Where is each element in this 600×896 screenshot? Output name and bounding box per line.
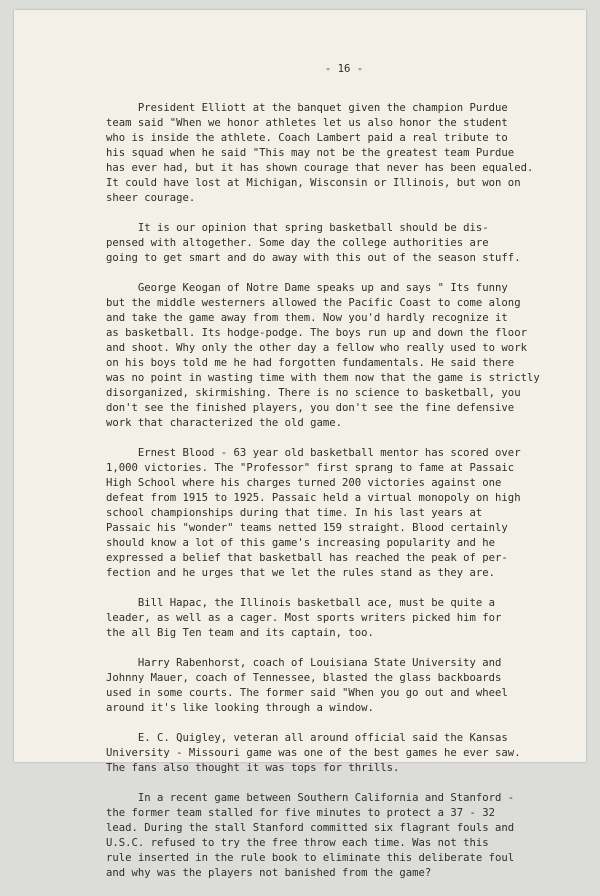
- text-line: sheer courage.: [106, 192, 196, 204]
- text-line: and take the game away from them. Now you'd hardly recognize it: [106, 312, 508, 324]
- text-line: school championships during that time. In his last years at: [106, 507, 483, 519]
- text-line: but the middle westerners allowed the Pacific Coast to come along: [106, 297, 521, 309]
- text-line: was no point in wasting time with them now that the game is strictly: [106, 372, 540, 384]
- text-line: disorganized, skirmishing. There is no science to basketball, you: [106, 387, 521, 399]
- text-line: Ernest Blood - 63 year old basketball mentor has scored over: [106, 447, 521, 459]
- text-line: Bill Hapac, the Illinois basketball ace, must be quite a: [106, 597, 496, 609]
- paragraph: [106, 446, 568, 581]
- text-line: and shoot. Why only the other day a fellow who really used to work: [106, 342, 527, 354]
- paragraph: [106, 221, 568, 266]
- text-line: should know a lot of this game's increasing popularity and he: [106, 537, 496, 549]
- text-line: and why was the players not banished from the game?: [106, 867, 432, 879]
- text-line: on his boys told me he had forgotten fundamentals. He said there: [106, 357, 515, 369]
- text-line: U.S.C. refused to try the free throw each time. Was not this: [106, 837, 489, 849]
- text-line: E. C. Quigley, veteran all around official said the Kansas: [106, 732, 508, 744]
- page-body: [106, 62, 568, 896]
- paragraph: [106, 731, 568, 776]
- paragraph: [106, 101, 568, 206]
- paragraph: [106, 281, 568, 431]
- text-line: defeat from 1915 to 1925. Passaic held a virtual monopoly on high: [106, 492, 521, 504]
- text-line: rule inserted in the rule book to eliminate this deliberate foul: [106, 852, 515, 864]
- text-line: 1,000 victories. The "Professor" first sprang to fame at Passaic: [106, 462, 515, 474]
- text-line: who is inside the athlete. Coach Lambert paid a real tribute to: [106, 132, 508, 144]
- text-line: It is our opinion that spring basketball should be dis-: [106, 222, 489, 234]
- paragraph: [106, 791, 568, 881]
- text-line: used in some courts. The former said "When you go out and wheel: [106, 687, 508, 699]
- text-line: Harry Rabenhorst, coach of Louisiana State University and: [106, 657, 502, 669]
- text-line: It could have lost at Michigan, Wisconsin or Illinois, but won on: [106, 177, 521, 189]
- text-line: In a recent game between Southern California and Stanford -: [106, 792, 515, 804]
- text-line: President Elliott at the banquet given the champion Purdue: [106, 102, 508, 114]
- text-line: going to get smart and do away with this out of the season stuff.: [106, 252, 521, 264]
- text-line: work that characterized the old game.: [106, 417, 342, 429]
- text-line: has ever had, but it has shown courage that never has been equaled.: [106, 162, 534, 174]
- text-line: as basketball. Its hodge-podge. The boys run up and down the floor: [106, 327, 527, 339]
- text-line: Passaic his "wonder" teams netted 159 straight. Blood certainly: [106, 522, 508, 534]
- text-line: lead. During the stall Stanford committed six flagrant fouls and: [106, 822, 515, 834]
- text-line: his squad when he said "This may not be the greatest team Purdue: [106, 147, 515, 159]
- text-line: don't see the finished players, you don't see the fine defensive: [106, 402, 515, 414]
- text-line: around it's like looking through a window.: [106, 702, 374, 714]
- text-line: George Keogan of Notre Dame speaks up and says " Its funny: [106, 282, 508, 294]
- text-line: fection and he urges that we let the rules stand as they are.: [106, 567, 496, 579]
- text-line: the former team stalled for five minutes to protect a 37 - 32: [106, 807, 496, 819]
- page-number: - 16 -: [324, 63, 364, 75]
- paragraph: [106, 596, 568, 641]
- text-line: Johnny Mauer, coach of Tennessee, blasted the glass backboards: [106, 672, 502, 684]
- text-line: The fans also thought it was tops for thrills.: [106, 762, 400, 774]
- text-line: High School where his charges turned 200 victories against one: [106, 477, 502, 489]
- text-line: the all Big Ten team and its captain, too.: [106, 627, 374, 639]
- text-line: expressed a belief that basketball has reached the peak of per-: [106, 552, 508, 564]
- paragraph: [106, 656, 568, 716]
- document-page: [14, 10, 586, 879]
- text-line: team said "When we honor athletes let us also honor the student: [106, 117, 508, 129]
- paragraph-list: [106, 101, 568, 881]
- text-line: pensed with altogether. Some day the college authorities are: [106, 237, 489, 249]
- text-line: University - Missouri game was one of the best games he ever saw.: [106, 747, 521, 759]
- text-line: leader, as well as a cager. Most sports writers picked him for: [106, 612, 502, 624]
